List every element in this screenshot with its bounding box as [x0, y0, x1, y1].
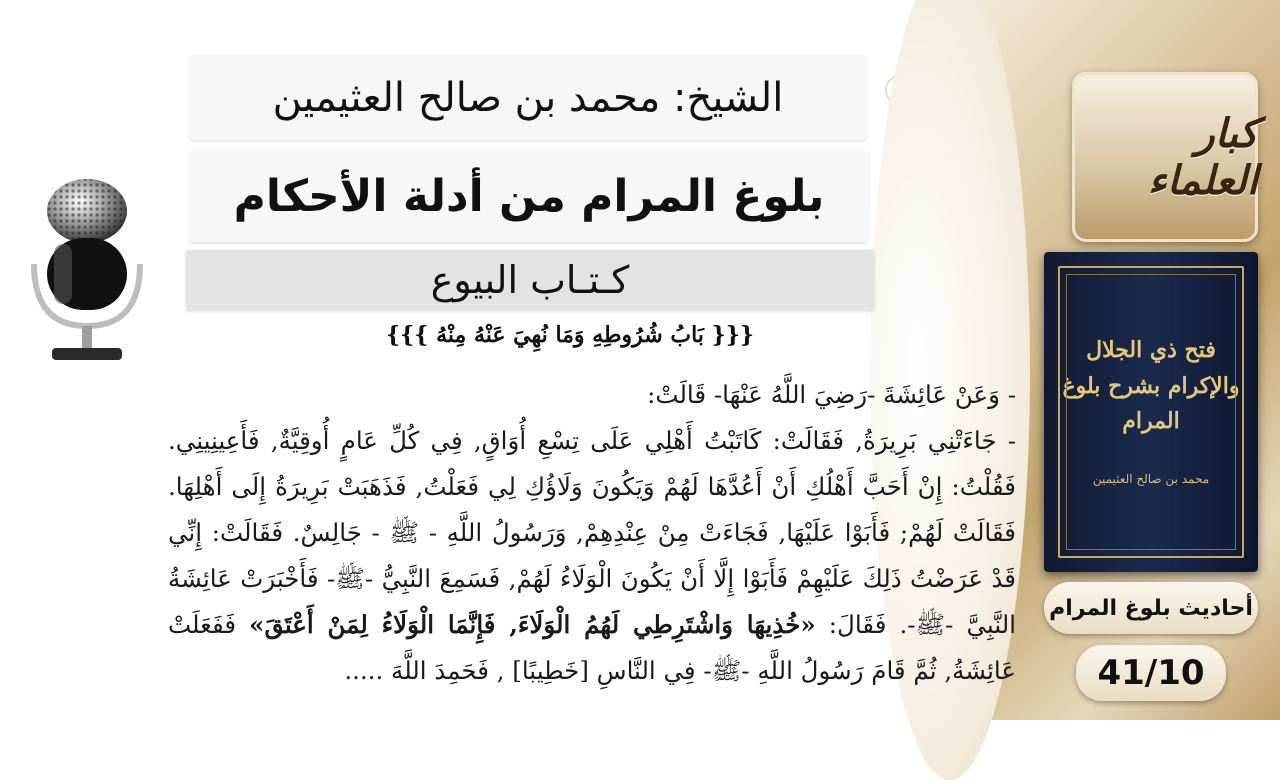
logo-text: كبار العلماء — [1148, 110, 1258, 204]
hadith-body-after-quote: فَفَعَلَتْ عَائِشَةُ, ثُمَّ قَامَ رَسُولُ اللَّهِ -ﷺ- فِي النَّاسِ [خَطِيبًا] , فَحَمِدَ اللَّهَ ..... — [168, 610, 1016, 685]
book-cover-title: فتح ذي الجلال والإكرام بشرح بلوغ المرام — [1062, 337, 1240, 434]
book-cover-author: محمد بن صالح العثيمين — [1092, 471, 1210, 486]
hadith-body — [168, 418, 1016, 694]
book-cover — [1044, 252, 1258, 572]
sheikh-name-header: الشيخ: محمد بن صالح العثيمين — [190, 56, 866, 140]
microphone-icon — [22, 176, 152, 366]
kitab-header: كـتـاب البيوع — [186, 250, 874, 310]
hadith-counter-badge: 41/10 — [1076, 645, 1226, 701]
book-cover-frame — [1058, 266, 1244, 558]
chapter-title: {{{ بَابُ شُرُوطِهِ وَمَا نُهِيَ عَنْهُ مِنْهُ }}} — [385, 322, 755, 348]
hadith-prophet-quote: «خُذِيهَا وَاشْتَرِطِي لَهُمُ الْوَلَاءَ, فَإِنَّمَا الْوَلَاءُ لِمَنْ أَعْتَقَ» — [249, 610, 816, 639]
kibar-ulama-logo — [1072, 72, 1258, 242]
hadith-text — [168, 372, 1016, 720]
hadith-intro-line: - وَعَنْ عَائِشَةَ -رَضِيَ اللَّهُ عَنْهَا- قَالَتْ: — [647, 380, 1016, 409]
book-title-header: بلوغ المرام من أدلة الأحكام — [190, 150, 868, 242]
series-label-badge: أحاديث بلوغ المرام — [1044, 582, 1258, 634]
hadith-body-before-quote: - جَاءَتْنِي بَرِيرَةُ, فَقَالَتْ: كَاتَبْتُ أَهْلِي عَلَى تِسْعِ أُوَاقٍ, فِي كُلِّ عَامٍ أُوقِيَّةٌ, فَأَعِينِينِي. فَقُلْتُ: إِنْ أَحَبَّ أَهْلُكِ أَنْ أَعُدَّهَا لَهُمْ وَيَكُونَ وَلَاؤُكِ لِي فَعَلْتُ, فَذَهَبَتْ بَرِيرَةُ إِلَى أَهْلِهَا. فَقَالَتْ لَهُمْ; فَأَبَوْا عَلَيْهَا, فَجَاءَتْ مِنْ عِنْدِهِمْ, وَرَسُولُ اللَّهِ - ﷺ - جَالِسٌ. فَقَالَتْ: إِنِّي قَدْ عَرَضْتُ ذَلِكَ عَلَيْهِمْ فَأَبَوْا إِلَّا أَنْ يَكُونَ الْوَلَاءُ لَهُمْ, فَسَمِعَ النَّبِيُّ -ﷺ- فَأَخْبَرَتْ عَائِشَةُ النَّبِيَّ -ﷺ-. فَقَالَ: — [168, 426, 1016, 639]
